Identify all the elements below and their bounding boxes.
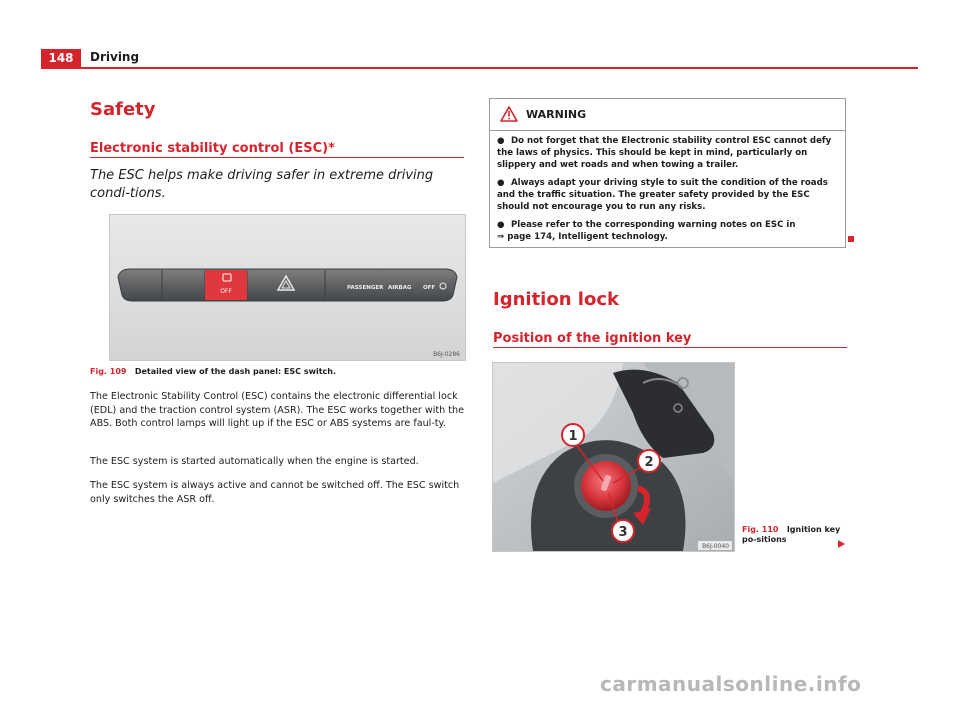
- intro-text: The ESC helps make driving safer in extreme driving condi-tions.: [90, 168, 434, 201]
- warning-triangle-icon: [500, 106, 518, 122]
- figure2-caption-number: Fig. 110: [742, 525, 779, 534]
- airbag-off-label: OFF: [423, 285, 436, 291]
- paragraph-esc-components: The Electronic Stability Control (ESC) contains the electronic differential lock (EDL) and the traction control system (ASR). The ESC works together with the ABS. Both control lamps will light up if the ESC or ABS systems are faul-ty.: [90, 391, 465, 429]
- chapter-title: Driving: [90, 50, 140, 64]
- warning-title: WARNING: [526, 108, 587, 121]
- figure-ignition-key: [492, 362, 735, 552]
- warning-item-refer: ● Please refer to the corresponding warning notes on ESC in ⇒ page 174, Intelligent technology.: [497, 220, 796, 242]
- figure1-caption-text: Detailed view of the dash panel: ESC switch.: [134, 367, 337, 376]
- page-reference-link[interactable]: ⇒ page 174, Intelligent technology.: [497, 232, 668, 242]
- header-rule: [41, 67, 918, 69]
- section-end-mark: [848, 236, 854, 242]
- figure1-caption: [90, 367, 336, 376]
- figure2-caption: [742, 525, 842, 545]
- paragraph-esc-asr: The ESC system is always active and cannot be switched off. The ESC switch only switches the ASR off.: [90, 480, 460, 505]
- airbag-label: AIRBAG: [388, 285, 412, 291]
- warning-header: [490, 99, 845, 131]
- figure1-code: B6J-0286: [433, 351, 460, 358]
- subsection-title-key-position: Position of the ignition key: [493, 331, 692, 346]
- continue-arrow-icon: [838, 540, 845, 548]
- figure2-caption-text: Ignition key po-sitions: [742, 525, 841, 544]
- figure-esc-switch-panel: [109, 214, 466, 361]
- marker-3: 3: [618, 525, 628, 540]
- warning-item-driving-style: ● Always adapt your driving style to suit the condition of the roads and the traffic situation. The greater safety provided by the ESC should not encourage you to run any risks.: [497, 178, 828, 212]
- section-title-safety: Safety: [90, 99, 156, 120]
- bullet-icon: ●: [497, 136, 505, 146]
- figure1-caption-number: Fig. 109: [90, 367, 127, 376]
- paragraph-esc-start: The ESC system is started automatically when the engine is started.: [90, 456, 419, 467]
- marker-2: 2: [644, 455, 654, 470]
- subsection-rule: [90, 157, 464, 158]
- warning-item-physics: ● Do not forget that the Electronic stability control ESC cannot defy the laws of physics. This should be kept in mind, particularly on slippery and wet roads and when towing a trailer.: [497, 136, 832, 170]
- subsection-rule: [493, 347, 847, 348]
- marker-1: 1: [568, 429, 578, 444]
- section-title-ignition-lock: Ignition lock: [493, 289, 619, 310]
- passenger-label: PASSENGER: [347, 285, 384, 291]
- page-number: 148: [41, 49, 81, 67]
- esc-off-label: OFF: [220, 288, 232, 295]
- bullet-icon: ●: [497, 220, 505, 230]
- warning-box: [489, 98, 846, 248]
- bullet-icon: ●: [497, 178, 505, 188]
- ignition-lock-illustration: [493, 363, 734, 551]
- subsection-title-esc: Electronic stability control (ESC)*: [90, 141, 335, 156]
- dash-panel-illustration: [110, 215, 465, 360]
- watermark: carmanualsonline.info: [600, 672, 862, 696]
- figure2-code: B6J-0040: [702, 543, 729, 550]
